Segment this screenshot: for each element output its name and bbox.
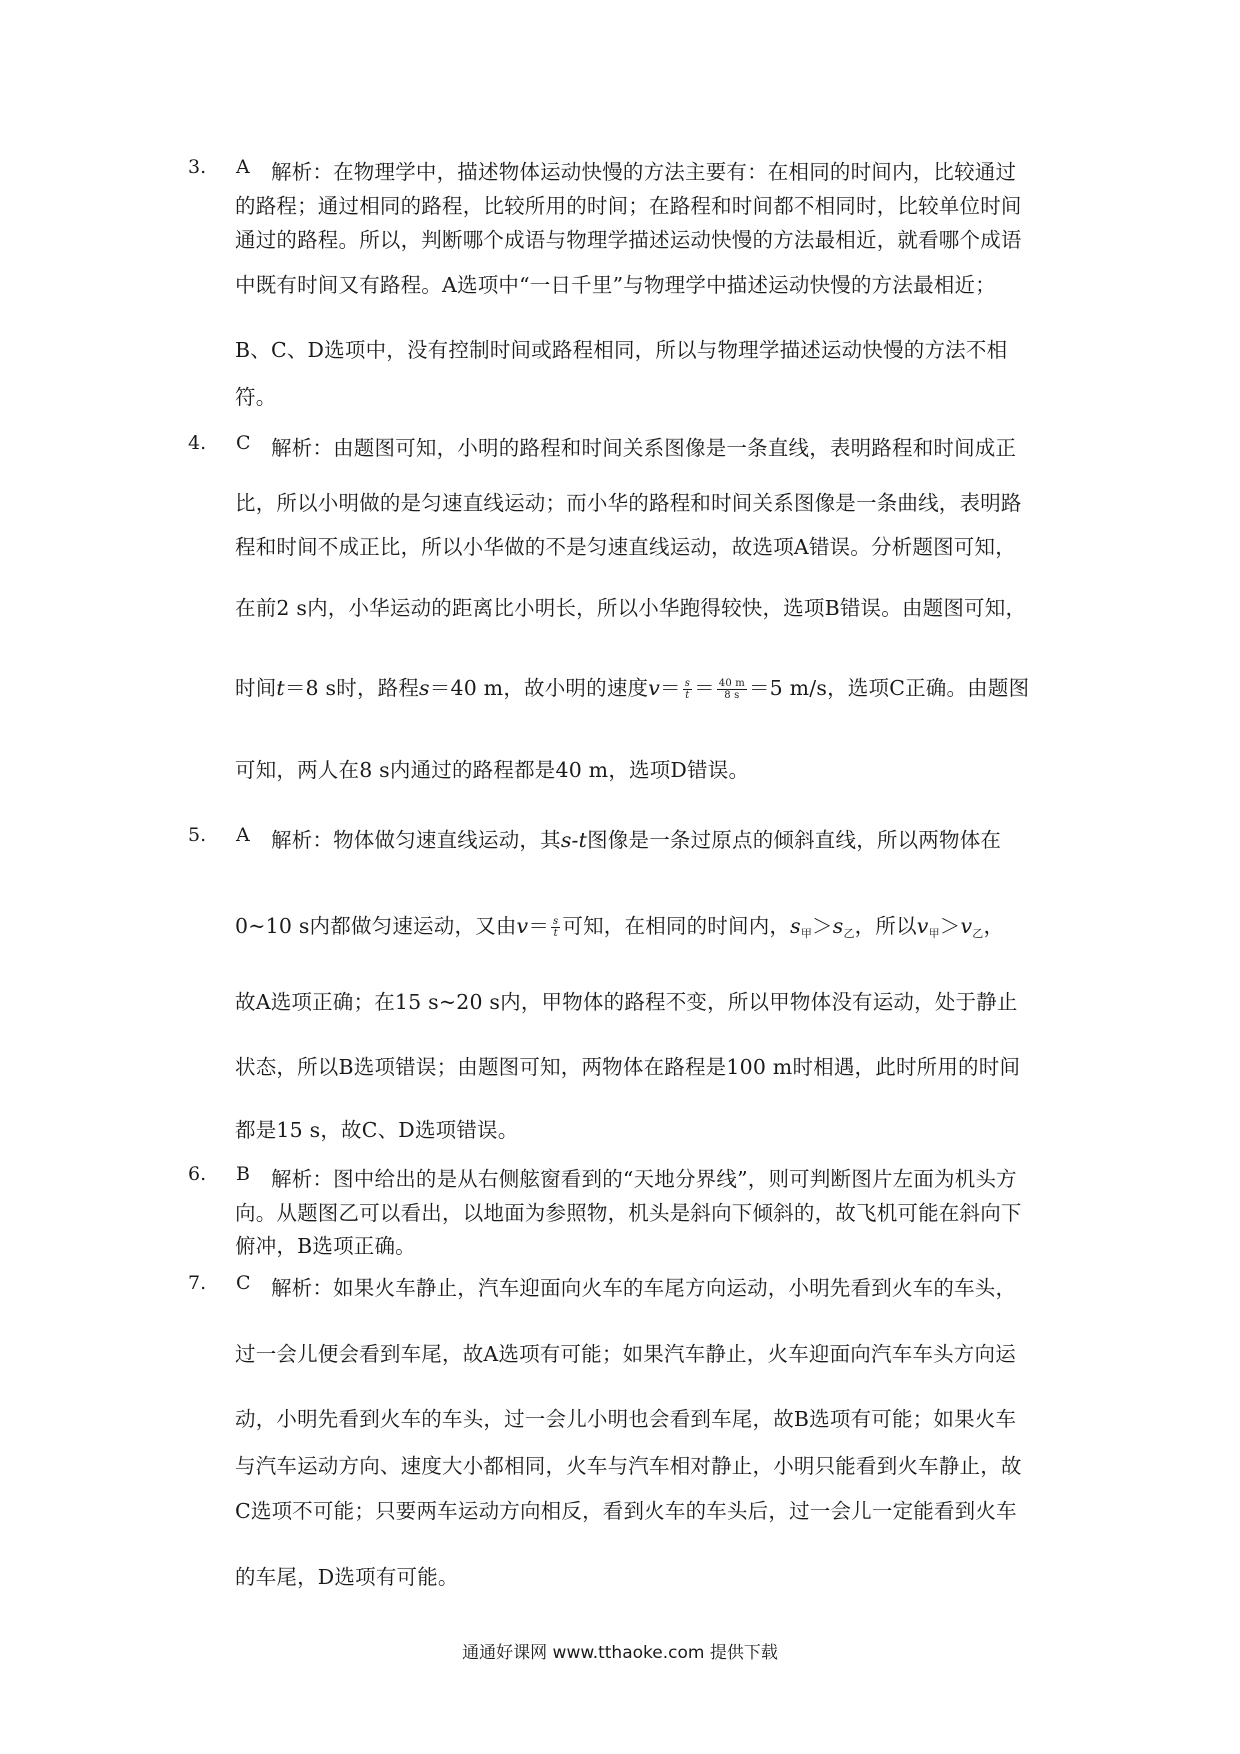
formula-line: 时间t＝8 s时，路程s＝40 m，故小明的速度v＝ $\frac{s}{t}$ ＝ $\frac{40 m}{8 s}$ ＝5 m/s，选项C正确。由题图	[235, 676, 1030, 701]
text-line: 符。	[235, 385, 277, 409]
text-line: 比，所以小明做的是匀速直线运动；而小华的路程和时间关系图像是一条曲线，表明路	[235, 491, 1022, 515]
item-answer: C	[236, 432, 251, 454]
text-line: 程和时间不成正比，所以小华做的不是匀速直线运动，故选项A错误。分析题图可知，	[235, 535, 1016, 559]
text-line: 故A选项正确；在15 s~20 s内，甲物体的路程不变，所以甲物体没有运动，处于静止	[235, 990, 1018, 1014]
text-line: B、C、D选项中，没有控制时间或路程相同，所以与物理学描述运动快慢的方法不相	[235, 338, 1008, 362]
text-line: 向。从题图乙可以看出，以地面为参照物，机头是斜向下倾斜的，故飞机可能在斜向下	[235, 1201, 1022, 1225]
text-line: 中既有时间又有路程。A选项中“一日千里”与物理学中描述运动快慢的方法最相近；	[235, 273, 996, 297]
text-line: 解析：如果火车静止，汽车迎面向火车的车尾方向运动，小明先看到火车的车头，	[271, 1276, 1017, 1300]
text-line: 过一会儿便会看到车尾，故A选项有可能；如果汽车静止，火车迎面向汽车车头方向运	[235, 1342, 1016, 1366]
item-number: 5.	[188, 824, 207, 846]
item-number: 4.	[188, 432, 207, 454]
text-line: C选项不可能；只要两车运动方向相反，看到火车的车头后，过一会儿一定能看到火车	[235, 1499, 1017, 1523]
text-line: 在前2 s内，小华运动的距离比小明长，所以小华跑得较快，选项B错误。由题图可知，	[235, 596, 1027, 620]
text-line: 的车尾，D选项有可能。	[235, 1565, 459, 1589]
text-line: 与汽车运动方向、速度大小都相同，火车与汽车相对静止，小明只能看到火车静止，故	[235, 1454, 1022, 1478]
text-line: 都是15 s，故C、D选项错误。	[235, 1118, 519, 1142]
text-line: 俯冲，B选项正确。	[235, 1234, 416, 1258]
item-answer: C	[236, 1272, 251, 1294]
item-number: 3.	[188, 156, 207, 178]
fraction-40m-over-8s: $\frac{40 m}{8 s}$	[718, 678, 745, 701]
text-line: 的路程；通过相同的路程，比较所用的时间；在路程和时间都不相同时，比较单位时间	[235, 194, 1022, 218]
text-line: 解析：物体做匀速直线运动，其s-t图像是一条过原点的倾斜直线，所以两物体在	[271, 828, 1002, 852]
item-number: 7.	[188, 1272, 207, 1294]
text-line: 解析：图中给出的是从右侧舷窗看到的“天地分界线”，则可判断图片左面为机头方	[271, 1167, 1017, 1191]
text-line: 动，小明先看到火车的车头，过一会儿小明也会看到车尾，故B选项有可能；如果火车	[235, 1407, 1017, 1431]
text-line: 通过的路程。所以，判断哪个成语与物理学描述运动快慢的方法最相近，就看哪个成语	[235, 228, 1022, 252]
text-line: 解析：由题图可知，小明的路程和时间关系图像是一条直线，表明路程和时间成正	[271, 436, 1017, 460]
item-answer: A	[236, 156, 250, 178]
item-number: 6.	[188, 1163, 207, 1185]
fraction-s-over-t: $\frac{s}{t}$	[684, 678, 691, 701]
text-line: 解析：在物理学中，描述物体运动快慢的方法主要有：在相同的时间内，比较通过	[271, 160, 1017, 184]
fraction-s-over-t: $\frac{s}{t}$	[553, 916, 559, 939]
item-answer: B	[236, 1163, 250, 1185]
text-line: 状态，所以B选项错误；由题图可知，两物体在路程是100 m时相遇，此时所用的时间	[235, 1055, 1021, 1079]
item-answer: A	[236, 824, 250, 846]
page-footer: 通通好课网 www.tthaoke.com 提供下载	[462, 1643, 778, 1663]
formula-line: 0~10 s内都做匀速运动，又由v＝ $\frac{s}{t}$ 可知，在相同的时间内，$s_甲>s_乙$，所以$v_甲>v_乙$，	[235, 914, 1005, 940]
text-line: 可知，两人在8 s内通过的路程都是40 m，选项D错误。	[235, 758, 750, 782]
